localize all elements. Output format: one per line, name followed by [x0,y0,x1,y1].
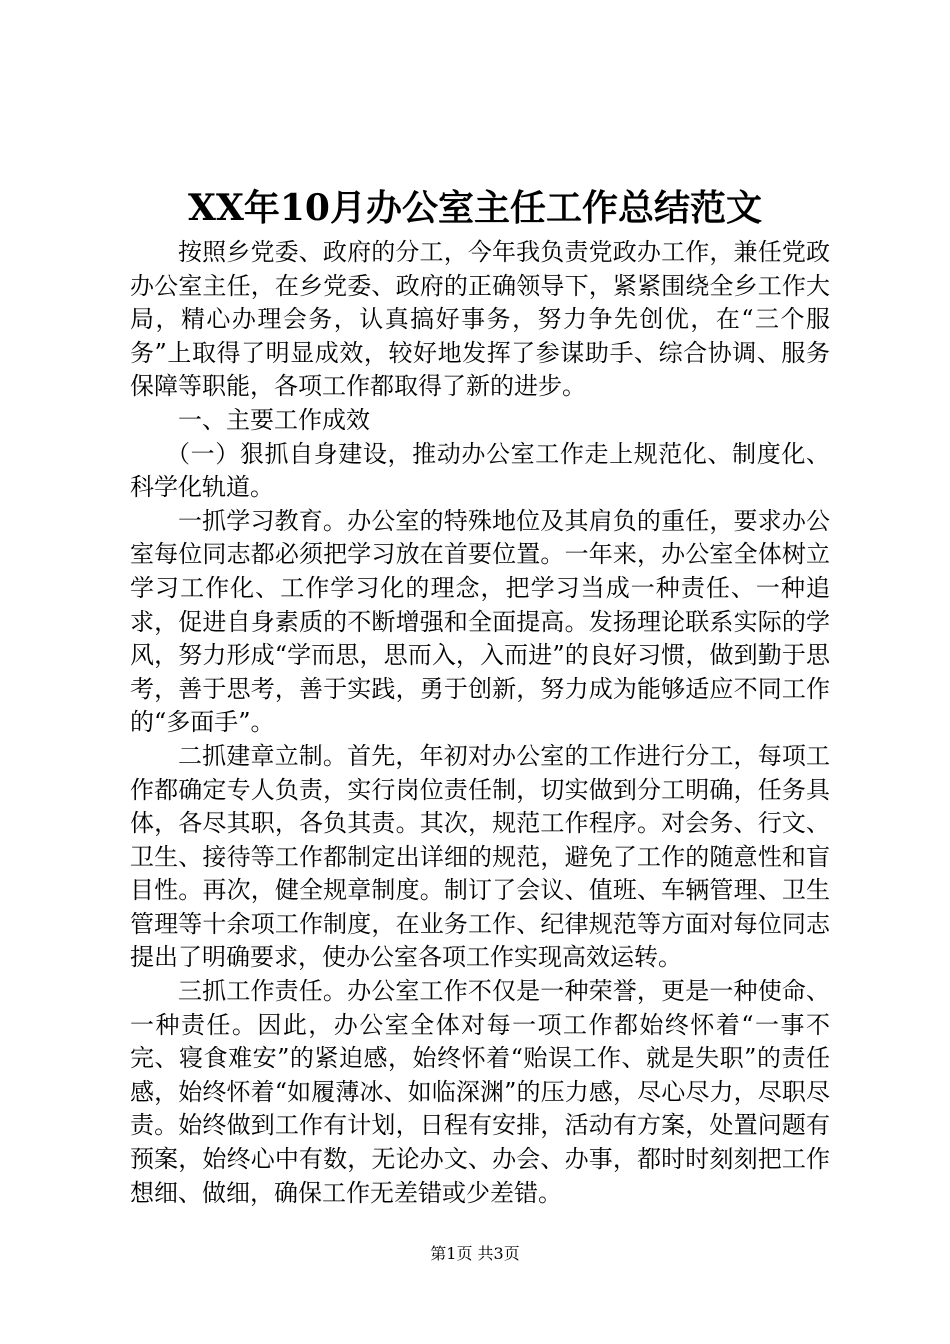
rules-paragraph: 二抓建章立制。首先，年初对办公室的工作进行分工，每项工作都确定专人负责，实行岗位责任制，切实做到分工明确，任务具体，各尽其职，各负其责。其次，规范工作程序。对会务、行文、卫生、接待等工作都制定出详细的规范，避免了工作的随意性和盲目性。再次，健全规章制度。制订了会议、值班、车辆管理、卫生管理等十余项工作制度，在业务工作、纪律规范等方面对每位同志提出了明确要求，使办公室各项工作实现高效运转。 [130,741,830,972]
page-total: 共3页 [477,1244,520,1263]
document-body [130,236,830,1210]
subsection-heading: （一）狠抓自身建设，推动办公室工作走上规范化、制度化、科学化轨道。 [130,439,830,502]
study-paragraph: 一抓学习教育。办公室的特殊地位及其肩负的重任，要求办公室每位同志都必须把学习放在首要位置。一年来，办公室全体树立学习工作化、工作学习化的理念，把学习当成一种责任、一种追求，促进自身素质的不断增强和全面提高。发扬理论联系实际的学风，努力形成“学而思，思而入，入而进”的良好习惯，做到勤于思考，善于思考，善于实践，勇于创新，努力成为能够适应不同工作的“多面手”。 [130,506,830,737]
page-number: 第1页 [430,1244,473,1263]
intro-paragraph: 按照乡党委、政府的分工，今年我负责党政办工作，兼任党政办公室主任，在乡党委、政府的正确领导下，紧紧围绕全乡工作大局，精心办理会务，认真搞好事务，努力争先创优，在“三个服务”上取得了明显成效，较好地发挥了参谋助手、综合协调、服务保障等职能，各项工作都取得了新的进步。 [130,238,830,401]
document-title: XX年10月办公室主任工作总结范文 [188,187,762,229]
responsibility-paragraph: 三抓工作责任。办公室工作不仅是一种荣誉，更是一种使命、一种责任。因此，办公室全体对每一项工作都始终怀着“一事不完、寝食难安”的紧迫感，始终怀着“贻误工作、就是失职”的责任感，始终怀着“如履薄冰、如临深渊”的压力感，尽心尽力，尽职尽责。始终做到工作有计划，日程有安排，活动有方案，处置问题有预案，始终心中有数，无论办文、办会、办事，都时时刻刻把工作想细、做细，确保工作无差错或少差错。 [130,977,830,1207]
page-footer [0,1243,950,1265]
section-heading: 一、主要工作成效 [178,405,370,434]
